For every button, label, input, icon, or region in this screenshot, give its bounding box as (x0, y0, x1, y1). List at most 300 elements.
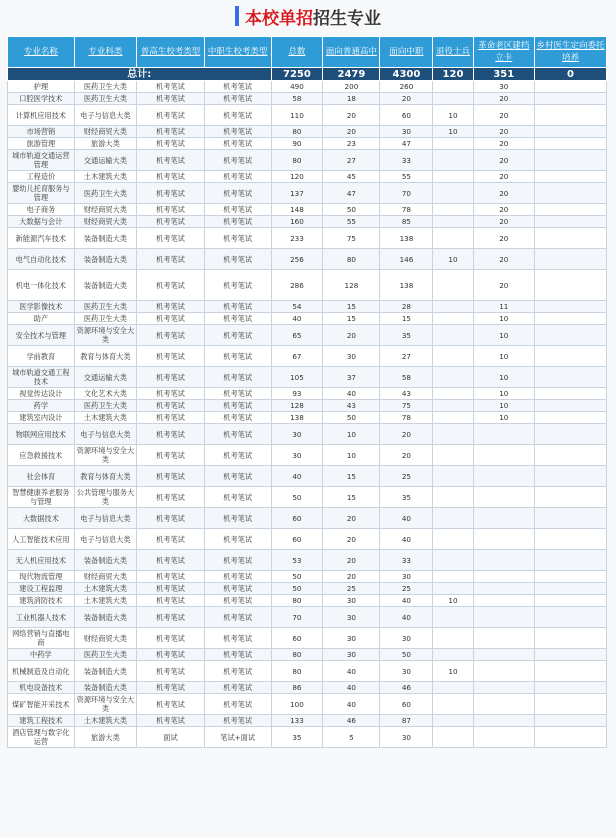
rural-doctor-cell (534, 508, 606, 529)
total-cell: 50 (271, 487, 323, 508)
total-cell: 53 (271, 550, 323, 571)
vocational-quota-cell: 20 (380, 424, 433, 445)
major-name-cell: 工业机器人技术 (8, 607, 75, 628)
vocational-exam-cell: 机考笔试 (204, 424, 271, 445)
rural-doctor-cell (534, 301, 606, 313)
veteran-quota-cell (433, 325, 473, 346)
table-row (8, 400, 607, 412)
general-exam-cell: 机考笔试 (137, 400, 205, 412)
vocational-exam-cell: 机考笔试 (204, 228, 271, 249)
vocational-exam-cell: 机考笔试 (204, 445, 271, 466)
total-cell: 80 (271, 595, 323, 607)
veteran-quota-cell (433, 301, 473, 313)
total-cell: 60 (271, 529, 323, 550)
vocational-exam-cell: 机考笔试 (204, 325, 271, 346)
veteran-quota-cell (433, 171, 473, 183)
total-cell: 256 (271, 249, 323, 270)
category-cell: 财经商贸大类 (74, 204, 136, 216)
vocational-quota-cell: 30 (380, 571, 433, 583)
category-cell: 装备制造大类 (74, 228, 136, 249)
general-exam-cell: 机考笔试 (137, 466, 205, 487)
total-vocational: 4300 (380, 68, 433, 81)
total-cell: 93 (271, 388, 323, 400)
veteran-quota-cell (433, 424, 473, 445)
rural-doctor-cell (534, 228, 606, 249)
general-exam-cell: 机考笔试 (137, 694, 205, 715)
major-name-cell: 现代物流管理 (8, 571, 75, 583)
old-area-quota-cell (473, 550, 534, 571)
table-row (8, 183, 607, 204)
vocational-quota-cell: 20 (380, 93, 433, 105)
general-exam-cell: 机考笔试 (137, 325, 205, 346)
vocational-quota-cell: 60 (380, 694, 433, 715)
header-cell[interactable]: 总数 (271, 37, 323, 68)
general-exam-cell: 机考笔试 (137, 171, 205, 183)
veteran-quota-cell (433, 400, 473, 412)
veteran-quota-cell (433, 270, 473, 301)
total-cell: 490 (271, 81, 323, 93)
total-cell: 50 (271, 571, 323, 583)
old-area-quota-cell: 20 (473, 93, 534, 105)
vocational-quota-cell: 55 (380, 171, 433, 183)
vocational-exam-cell: 机考笔试 (204, 400, 271, 412)
category-cell: 装备制造大类 (74, 682, 136, 694)
major-name-cell: 建筑消防技术 (8, 595, 75, 607)
vocational-exam-cell: 机考笔试 (204, 270, 271, 301)
veteran-quota-cell (433, 412, 473, 424)
veteran-quota-cell (433, 583, 473, 595)
table-row (8, 93, 607, 105)
general-quota-cell: 37 (323, 367, 380, 388)
total-row (8, 68, 607, 81)
category-cell: 财经商贸大类 (74, 628, 136, 649)
major-name-cell: 煤矿智能开采技术 (8, 694, 75, 715)
total-cell: 67 (271, 346, 323, 367)
category-cell: 教育与体育大类 (74, 346, 136, 367)
rural-doctor-cell (534, 325, 606, 346)
vocational-exam-cell: 机考笔试 (204, 367, 271, 388)
total-cell: 35 (271, 727, 323, 748)
general-exam-cell: 机考笔试 (137, 105, 205, 126)
category-cell: 土木建筑大类 (74, 715, 136, 727)
vocational-exam-cell: 机考笔试 (204, 595, 271, 607)
table-row (8, 727, 607, 748)
vocational-quota-cell: 85 (380, 216, 433, 228)
rural-doctor-cell (534, 607, 606, 628)
veteran-quota-cell (433, 727, 473, 748)
general-quota-cell: 23 (323, 138, 380, 150)
general-exam-cell: 机考笔试 (137, 571, 205, 583)
category-cell: 教育与体育大类 (74, 466, 136, 487)
total-general: 2479 (323, 68, 380, 81)
vocational-quota-cell: 60 (380, 105, 433, 126)
header-cell[interactable]: 面向中职 (380, 37, 433, 68)
category-cell: 装备制造大类 (74, 550, 136, 571)
general-quota-cell: 20 (323, 571, 380, 583)
old-area-quota-cell: 20 (473, 183, 534, 204)
category-cell: 电子与信息大类 (74, 508, 136, 529)
vocational-exam-cell: 机考笔试 (204, 682, 271, 694)
old-area-quota-cell: 10 (473, 412, 534, 424)
old-area-quota-cell: 20 (473, 216, 534, 228)
major-name-cell: 机电设备技术 (8, 682, 75, 694)
table-row (8, 682, 607, 694)
total-veterans: 120 (433, 68, 473, 81)
total-cell: 105 (271, 367, 323, 388)
general-exam-cell: 机考笔试 (137, 138, 205, 150)
general-quota-cell: 15 (323, 301, 380, 313)
total-cell: 50 (271, 583, 323, 595)
general-quota-cell: 20 (323, 325, 380, 346)
total-cell: 65 (271, 325, 323, 346)
vocational-exam-cell: 机考笔试 (204, 571, 271, 583)
table-row (8, 301, 607, 313)
table-row (8, 607, 607, 628)
vocational-exam-cell: 笔试+面试 (204, 727, 271, 748)
header-cell[interactable]: 革命老区建档立卡 (473, 37, 534, 68)
category-cell: 土木建筑大类 (74, 583, 136, 595)
general-exam-cell: 机考笔试 (137, 508, 205, 529)
category-cell: 土木建筑大类 (74, 171, 136, 183)
table-row (8, 388, 607, 400)
veteran-quota-cell (433, 487, 473, 508)
vocational-exam-cell: 机考笔试 (204, 249, 271, 270)
major-name-cell: 护理 (8, 81, 75, 93)
vocational-exam-cell: 机考笔试 (204, 628, 271, 649)
rural-doctor-cell (534, 661, 606, 682)
category-cell: 交通运输大类 (74, 367, 136, 388)
general-quota-cell: 50 (323, 412, 380, 424)
major-name-cell: 网络营销与直播电商 (8, 628, 75, 649)
major-name-cell: 电子商务 (8, 204, 75, 216)
veteran-quota-cell: 10 (433, 249, 473, 270)
old-area-quota-cell (473, 607, 534, 628)
table-row (8, 487, 607, 508)
general-quota-cell: 18 (323, 93, 380, 105)
header-cell[interactable]: 面向普通高中 (323, 37, 380, 68)
old-area-quota-cell (473, 424, 534, 445)
general-quota-cell: 40 (323, 388, 380, 400)
total-cell: 40 (271, 466, 323, 487)
major-name-cell: 机械制造及自动化 (8, 661, 75, 682)
vocational-quota-cell: 28 (380, 301, 433, 313)
general-quota-cell: 200 (323, 81, 380, 93)
total-cell: 86 (271, 682, 323, 694)
old-area-quota-cell (473, 682, 534, 694)
table-row (8, 228, 607, 249)
old-area-quota-cell (473, 571, 534, 583)
table-row (8, 171, 607, 183)
old-area-quota-cell: 20 (473, 270, 534, 301)
admissions-table-container (7, 36, 607, 748)
category-cell: 医药卫生大类 (74, 81, 136, 93)
category-cell: 土木建筑大类 (74, 595, 136, 607)
general-exam-cell: 机考笔试 (137, 249, 205, 270)
vocational-quota-cell: 46 (380, 682, 433, 694)
general-quota-cell: 20 (323, 126, 380, 138)
major-name-cell: 中药学 (8, 649, 75, 661)
total-cell: 100 (271, 694, 323, 715)
vocational-quota-cell: 35 (380, 325, 433, 346)
rural-doctor-cell (534, 313, 606, 325)
rural-doctor-cell (534, 466, 606, 487)
table-row (8, 466, 607, 487)
old-area-quota-cell: 20 (473, 249, 534, 270)
major-name-cell: 助产 (8, 313, 75, 325)
general-quota-cell: 20 (323, 529, 380, 550)
rural-doctor-cell (534, 424, 606, 445)
table-row (8, 126, 607, 138)
header-row (8, 37, 607, 68)
table-row (8, 105, 607, 126)
major-name-cell: 市场营销 (8, 126, 75, 138)
total-cell: 128 (271, 400, 323, 412)
table-row (8, 249, 607, 270)
rural-doctor-cell (534, 204, 606, 216)
total-cell: 30 (271, 424, 323, 445)
vocational-exam-cell: 机考笔试 (204, 183, 271, 204)
old-area-quota-cell (473, 595, 534, 607)
total-cell: 40 (271, 313, 323, 325)
rural-doctor-cell (534, 93, 606, 105)
general-quota-cell: 75 (323, 228, 380, 249)
header-cell[interactable]: 普高生校考类型 (137, 37, 205, 68)
veteran-quota-cell (433, 628, 473, 649)
vocational-quota-cell: 25 (380, 583, 433, 595)
veteran-quota-cell (433, 204, 473, 216)
table-row (8, 424, 607, 445)
table-row (8, 694, 607, 715)
general-quota-cell: 30 (323, 649, 380, 661)
general-exam-cell: 机考笔试 (137, 583, 205, 595)
table-row (8, 138, 607, 150)
old-area-quota-cell (473, 649, 534, 661)
general-quota-cell: 30 (323, 346, 380, 367)
vocational-quota-cell: 87 (380, 715, 433, 727)
table-row (8, 81, 607, 93)
veteran-quota-cell (433, 508, 473, 529)
major-name-cell: 建筑室内设计 (8, 412, 75, 424)
rural-doctor-cell (534, 81, 606, 93)
general-exam-cell: 机考笔试 (137, 150, 205, 171)
table-body (8, 81, 607, 748)
general-exam-cell: 机考笔试 (137, 682, 205, 694)
rural-doctor-cell (534, 595, 606, 607)
major-name-cell: 医学影像技术 (8, 301, 75, 313)
rural-doctor-cell (534, 445, 606, 466)
general-exam-cell: 机考笔试 (137, 412, 205, 424)
total-cell: 233 (271, 228, 323, 249)
old-area-quota-cell (473, 466, 534, 487)
vocational-exam-cell: 机考笔试 (204, 466, 271, 487)
total-cell: 70 (271, 607, 323, 628)
major-name-cell: 建筑工程技术 (8, 715, 75, 727)
general-exam-cell: 机考笔试 (137, 81, 205, 93)
total-cell: 58 (271, 93, 323, 105)
old-area-quota-cell (473, 661, 534, 682)
rural-doctor-cell (534, 126, 606, 138)
total-cell: 138 (271, 412, 323, 424)
general-quota-cell: 27 (323, 150, 380, 171)
old-area-quota-cell (473, 727, 534, 748)
general-exam-cell: 机考笔试 (137, 529, 205, 550)
vocational-exam-cell: 机考笔试 (204, 150, 271, 171)
veteran-quota-cell: 10 (433, 126, 473, 138)
table-row (8, 445, 607, 466)
old-area-quota-cell: 20 (473, 138, 534, 150)
category-cell: 财经商贸大类 (74, 216, 136, 228)
category-cell: 装备制造大类 (74, 270, 136, 301)
total-cell: 148 (271, 204, 323, 216)
total-cell: 120 (271, 171, 323, 183)
general-quota-cell: 20 (323, 105, 380, 126)
vocational-exam-cell: 机考笔试 (204, 388, 271, 400)
rural-doctor-cell (534, 628, 606, 649)
rural-doctor-cell (534, 583, 606, 595)
general-exam-cell: 机考笔试 (137, 313, 205, 325)
general-quota-cell: 40 (323, 661, 380, 682)
major-name-cell: 婴幼儿托育服务与管理 (8, 183, 75, 204)
header-cell[interactable]: 乡村医生定向委托培养 (534, 37, 606, 68)
major-name-cell: 无人机应用技术 (8, 550, 75, 571)
major-name-cell: 建设工程监理 (8, 583, 75, 595)
major-name-cell: 计算机应用技术 (8, 105, 75, 126)
category-cell: 医药卫生大类 (74, 400, 136, 412)
total-cell: 286 (271, 270, 323, 301)
veteran-quota-cell (433, 550, 473, 571)
vocational-quota-cell: 58 (380, 367, 433, 388)
veteran-quota-cell: 10 (433, 595, 473, 607)
category-cell: 资源环境与安全大类 (74, 325, 136, 346)
vocational-quota-cell: 33 (380, 550, 433, 571)
category-cell: 财经商贸大类 (74, 571, 136, 583)
rural-doctor-cell (534, 529, 606, 550)
title-accent-bar (235, 6, 239, 26)
general-exam-cell: 机考笔试 (137, 715, 205, 727)
old-area-quota-cell (473, 583, 534, 595)
old-area-quota-cell: 10 (473, 367, 534, 388)
table-row (8, 715, 607, 727)
table-row (8, 313, 607, 325)
category-cell: 医药卫生大类 (74, 93, 136, 105)
category-cell: 医药卫生大类 (74, 649, 136, 661)
old-area-quota-cell (473, 487, 534, 508)
old-area-quota-cell (473, 715, 534, 727)
veteran-quota-cell (433, 313, 473, 325)
vocational-exam-cell: 机考笔试 (204, 171, 271, 183)
table-row (8, 508, 607, 529)
general-exam-cell: 机考笔试 (137, 228, 205, 249)
general-quota-cell: 30 (323, 628, 380, 649)
major-name-cell: 机电一体化技术 (8, 270, 75, 301)
rural-doctor-cell (534, 400, 606, 412)
general-quota-cell: 10 (323, 445, 380, 466)
major-name-cell: 应急救援技术 (8, 445, 75, 466)
veteran-quota-cell (433, 228, 473, 249)
table-row (8, 571, 607, 583)
vocational-exam-cell: 机考笔试 (204, 126, 271, 138)
general-exam-cell: 机考笔试 (137, 607, 205, 628)
header-cell[interactable]: 专业名称 (8, 37, 75, 68)
table-row (8, 595, 607, 607)
category-cell: 电子与信息大类 (74, 105, 136, 126)
rural-doctor-cell (534, 388, 606, 400)
general-exam-cell: 机考笔试 (137, 183, 205, 204)
general-exam-cell: 机考笔试 (137, 301, 205, 313)
veteran-quota-cell (433, 607, 473, 628)
major-name-cell: 城市轨道交通工程技术 (8, 367, 75, 388)
vocational-quota-cell: 40 (380, 595, 433, 607)
category-cell: 装备制造大类 (74, 607, 136, 628)
vocational-quota-cell: 78 (380, 412, 433, 424)
rural-doctor-cell (534, 649, 606, 661)
vocational-quota-cell: 40 (380, 508, 433, 529)
vocational-exam-cell: 机考笔试 (204, 583, 271, 595)
veteran-quota-cell (433, 388, 473, 400)
rural-doctor-cell (534, 138, 606, 150)
old-area-quota-cell: 20 (473, 126, 534, 138)
category-cell: 资源环境与安全大类 (74, 694, 136, 715)
total-cell: 54 (271, 301, 323, 313)
major-name-cell: 药学 (8, 400, 75, 412)
header-cell[interactable]: 专业科类 (74, 37, 136, 68)
rural-doctor-cell (534, 367, 606, 388)
general-quota-cell: 40 (323, 694, 380, 715)
major-name-cell: 智慧健康养老服务与管理 (8, 487, 75, 508)
major-name-cell: 新能源汽车技术 (8, 228, 75, 249)
major-name-cell: 电气自动化技术 (8, 249, 75, 270)
rural-doctor-cell (534, 249, 606, 270)
veteran-quota-cell (433, 466, 473, 487)
vocational-quota-cell: 20 (380, 445, 433, 466)
general-exam-cell: 机考笔试 (137, 487, 205, 508)
vocational-exam-cell: 机考笔试 (204, 508, 271, 529)
veteran-quota-cell (433, 529, 473, 550)
general-quota-cell: 20 (323, 508, 380, 529)
vocational-quota-cell: 70 (380, 183, 433, 204)
rural-doctor-cell (534, 105, 606, 126)
general-exam-cell: 机考笔试 (137, 445, 205, 466)
vocational-exam-cell: 机考笔试 (204, 694, 271, 715)
page-title (0, 0, 616, 32)
rural-doctor-cell (534, 715, 606, 727)
table-row (8, 325, 607, 346)
general-exam-cell: 机考笔试 (137, 216, 205, 228)
title-highlight: 本校单招 (245, 8, 313, 29)
major-name-cell: 旅游管理 (8, 138, 75, 150)
rural-doctor-cell (534, 346, 606, 367)
category-cell: 资源环境与安全大类 (74, 445, 136, 466)
vocational-quota-cell: 75 (380, 400, 433, 412)
general-quota-cell: 25 (323, 583, 380, 595)
vocational-exam-cell: 机考笔试 (204, 93, 271, 105)
veteran-quota-cell (433, 183, 473, 204)
rural-doctor-cell (534, 694, 606, 715)
general-quota-cell: 47 (323, 183, 380, 204)
title-text (245, 4, 381, 29)
table-row (8, 270, 607, 301)
vocational-quota-cell: 78 (380, 204, 433, 216)
old-area-quota-cell: 11 (473, 301, 534, 313)
header-cell[interactable]: 退役士兵 (433, 37, 473, 68)
table-row (8, 628, 607, 649)
major-name-cell: 大数据与会计 (8, 216, 75, 228)
table-row (8, 216, 607, 228)
veteran-quota-cell (433, 445, 473, 466)
vocational-exam-cell: 机考笔试 (204, 412, 271, 424)
header-cell[interactable]: 中职生校考类型 (204, 37, 271, 68)
vocational-exam-cell: 机考笔试 (204, 661, 271, 682)
